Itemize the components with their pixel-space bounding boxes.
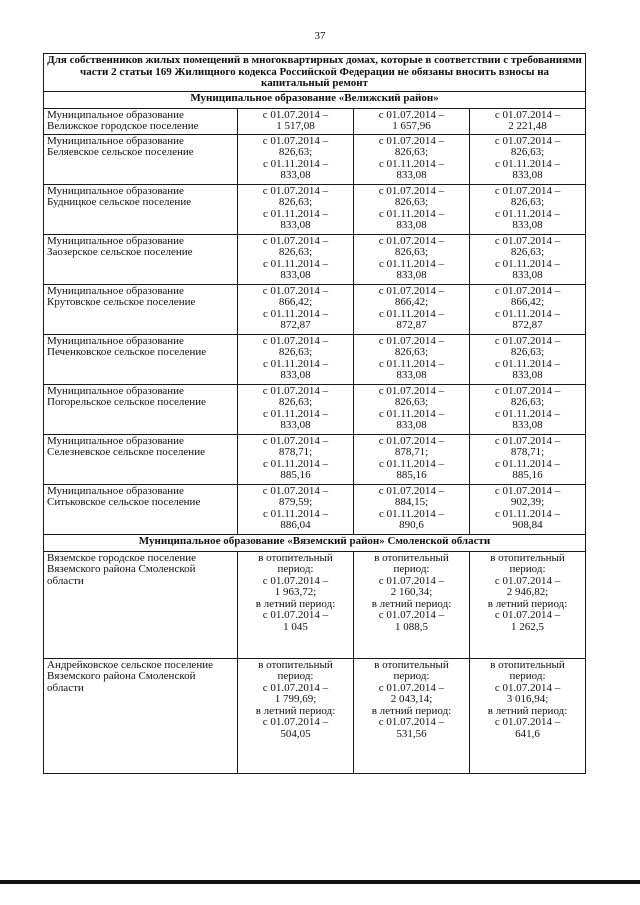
rate-line: с 01.11.2014 – — [379, 307, 444, 320]
rate-line: в летний период: — [255, 597, 336, 610]
rate-line: 826,63; — [510, 346, 545, 358]
rate-line: 826,63; — [510, 396, 545, 408]
rate-line: 872,87 — [396, 319, 427, 331]
rate-line: с 01.07.2014 – — [262, 484, 329, 497]
rate-line: период: — [393, 563, 430, 575]
rate-line: 826,63; — [394, 196, 429, 208]
rate-line: 833,08 — [396, 269, 427, 281]
rate-cell — [354, 184, 470, 234]
rate-line: 833,08 — [396, 369, 427, 381]
rate-line: с 01.07.2014 – — [378, 234, 445, 247]
rate-cell — [470, 551, 586, 658]
rate-cell — [238, 234, 354, 284]
section-row — [44, 534, 586, 551]
rate-line: 833,08 — [280, 169, 311, 181]
rate-line: с 01.11.2014 – — [495, 257, 560, 270]
municipality-name: Вяземское городское поселение Вяземского района Смоленской области — [44, 551, 238, 658]
rate-line: период: — [393, 670, 430, 682]
rate-line: 833,08 — [396, 419, 427, 431]
municipality-name: Муниципальное образование Беляевское сельское поселение — [44, 134, 238, 184]
rate-cell — [354, 384, 470, 434]
rate-line: 878,71; — [394, 446, 429, 458]
rate-line: с 01.11.2014 – — [263, 407, 328, 420]
rate-line: период: — [509, 563, 546, 575]
rate-line: 833,08 — [512, 169, 543, 181]
rate-line: 878,71; — [278, 446, 313, 458]
rate-line: 1 088,5 — [395, 620, 428, 633]
rate-line: в отопительный — [490, 551, 565, 564]
rate-cell — [238, 108, 354, 134]
rate-line: 826,63; — [510, 246, 545, 258]
rate-line: с 01.11.2014 – — [495, 157, 560, 170]
rate-line: с 01.07.2014 – — [494, 434, 561, 447]
rate-cell — [470, 234, 586, 284]
rate-line: с 01.07.2014 – — [494, 334, 561, 347]
rate-cell — [470, 184, 586, 234]
rate-line: с 01.11.2014 – — [379, 357, 444, 370]
rate-cell — [354, 434, 470, 484]
rate-line: 826,63; — [278, 196, 313, 208]
rate-cell — [470, 108, 586, 134]
rate-line: 886,04 — [280, 519, 311, 531]
rate-line: 1 045 — [283, 620, 308, 633]
rate-line: 866,42; — [510, 296, 545, 308]
rate-line: с 01.07.2014 – — [378, 681, 445, 694]
rate-line: 879,59; — [278, 496, 313, 508]
rate-line: с 01.07.2014 – — [262, 716, 329, 728]
rate-line: 1 657,96 — [392, 120, 431, 132]
table-row — [44, 484, 586, 534]
rate-line: с 01.07.2014 – — [494, 134, 561, 147]
rate-line: с 01.11.2014 – — [495, 207, 560, 220]
rate-line: 908,84 — [512, 519, 543, 531]
table-row — [44, 658, 586, 773]
table-row — [44, 334, 586, 384]
municipality-name: Муниципальное образование Печенковское сельское поселение — [44, 334, 238, 384]
rate-cell — [470, 484, 586, 534]
rate-line: в отопительный — [490, 658, 565, 671]
rate-cell — [354, 134, 470, 184]
rate-line: 2 221,48 — [508, 120, 547, 132]
section-row — [44, 91, 586, 108]
rate-line: с 01.07.2014 – — [262, 334, 329, 347]
rate-line: 833,08 — [280, 219, 311, 231]
municipality-name: Муниципальное образование Велижское городское поселение — [44, 108, 238, 134]
rate-line: с 01.07.2014 – — [494, 681, 561, 694]
rate-cell — [470, 334, 586, 384]
rate-line: 833,08 — [512, 269, 543, 281]
rate-line: с 01.11.2014 – — [379, 257, 444, 270]
rate-line: с 01.11.2014 – — [379, 507, 444, 520]
rate-line: в отопительный — [258, 658, 333, 671]
rate-line: в летний период: — [255, 704, 336, 717]
rate-line: с 01.07.2014 – — [378, 134, 445, 147]
table-row — [44, 384, 586, 434]
rate-cell — [238, 434, 354, 484]
table-header: Для собственников жилых помещений в многоквартирных домах, которые в соответствии с требованиями части 2 статьи 169 Жилищного кодекса Российской Федерации не обязаны вносить взносы на капитальный ремонт — [44, 54, 586, 92]
rate-line: с 01.11.2014 – — [263, 457, 328, 470]
rate-line: с 01.07.2014 – — [262, 384, 329, 397]
rate-line: с 01.11.2014 – — [263, 157, 328, 170]
rate-line: 826,63; — [394, 346, 429, 358]
rate-line: с 01.07.2014 – — [262, 681, 329, 694]
rate-line: с 01.11.2014 – — [379, 407, 444, 420]
table-row — [44, 108, 586, 134]
rate-line: период: — [277, 670, 314, 682]
rate-cell — [238, 284, 354, 334]
rate-line: с 01.11.2014 – — [379, 457, 444, 470]
rate-line: с 01.07.2014 – — [378, 574, 445, 587]
table-row — [44, 234, 586, 284]
rate-line: 826,63; — [278, 396, 313, 408]
rate-line: 833,08 — [280, 269, 311, 281]
rate-line: 504,05 — [280, 727, 311, 740]
rate-line: в отопительный — [374, 551, 449, 564]
rate-cell — [238, 184, 354, 234]
municipality-name: Муниципальное образование Погорельское сельское поселение — [44, 384, 238, 434]
rate-line: 885,16 — [512, 469, 543, 481]
rate-line: с 01.07.2014 – — [378, 384, 445, 397]
municipality-name: Андрейковское сельское поселение Вяземского района Смоленской области — [44, 658, 238, 773]
rate-cell — [354, 108, 470, 134]
rate-line: 833,08 — [512, 219, 543, 231]
rate-cell — [238, 384, 354, 434]
rate-line: с 01.07.2014 – — [262, 184, 329, 197]
rate-line: 826,63; — [278, 146, 313, 158]
rate-line: 833,08 — [396, 219, 427, 231]
municipality-name: Муниципальное образование Селезневское сельское поселение — [44, 434, 238, 484]
rate-line: с 01.07.2014 – — [262, 609, 329, 621]
rate-line: в летний период: — [487, 597, 568, 610]
rate-line: с 01.07.2014 – — [262, 134, 329, 147]
municipality-name: Муниципальное образование Крутовское сельское поселение — [44, 284, 238, 334]
rate-line: с 01.07.2014 – — [494, 384, 561, 397]
rate-line: 902,39; — [510, 496, 545, 508]
municipality-name: Муниципальное образование Ситьковское сельское поселение — [44, 484, 238, 534]
rate-line: 826,63; — [394, 246, 429, 258]
rate-cell — [354, 284, 470, 334]
rate-line: с 01.11.2014 – — [263, 507, 328, 520]
rate-line: период: — [509, 670, 546, 682]
rate-line: с 01.11.2014 – — [495, 307, 560, 320]
rate-line: 641,6 — [515, 727, 540, 740]
page-number: 37 — [314, 30, 326, 42]
table-row — [44, 184, 586, 234]
rate-line: с 01.11.2014 – — [263, 257, 328, 270]
rate-cell — [238, 551, 354, 658]
rate-line: 826,63; — [394, 396, 429, 408]
tariff-table — [43, 53, 586, 774]
rate-line: с 01.07.2014 – — [378, 609, 445, 621]
rate-line: 866,42; — [278, 296, 313, 308]
rate-line: с 01.07.2014 – — [494, 609, 561, 621]
rate-cell — [354, 658, 470, 773]
rate-line: с 01.11.2014 – — [263, 307, 328, 320]
rate-line: с 01.07.2014 – — [378, 716, 445, 728]
rate-line: 826,63; — [278, 246, 313, 258]
rate-line: с 01.07.2014 – — [494, 574, 561, 587]
rate-line: 833,08 — [512, 419, 543, 431]
table-row — [44, 134, 586, 184]
rate-line: с 01.11.2014 – — [379, 157, 444, 170]
rate-line: 531,56 — [396, 727, 427, 740]
footer-bar — [0, 880, 640, 884]
rate-line: 833,08 — [396, 169, 427, 181]
rate-cell — [470, 284, 586, 334]
rate-line: с 01.07.2014 – — [262, 234, 329, 247]
rate-line: 884,15; — [394, 496, 429, 508]
rate-line: с 01.11.2014 – — [379, 207, 444, 220]
rate-line: с 01.07.2014 – — [494, 108, 561, 121]
rate-cell — [354, 334, 470, 384]
rate-cell — [354, 234, 470, 284]
rate-line: 826,63; — [394, 146, 429, 158]
rate-cell — [470, 134, 586, 184]
rate-line: с 01.07.2014 – — [262, 574, 329, 587]
rate-line: период: — [277, 563, 314, 575]
rate-line: с 01.07.2014 – — [494, 184, 561, 197]
rate-line: 866,42; — [394, 296, 429, 308]
section-title: Муниципальное образование «Вяземский район» Смоленской области — [44, 534, 586, 551]
rate-line: с 01.07.2014 – — [262, 108, 329, 121]
rate-line: 833,08 — [512, 369, 543, 381]
rate-line: с 01.11.2014 – — [495, 457, 560, 470]
table-row — [44, 284, 586, 334]
rate-cell — [238, 134, 354, 184]
municipality-name: Муниципальное образование Будницкое сельское поселение — [44, 184, 238, 234]
rate-line: 826,63; — [510, 196, 545, 208]
rate-line: с 01.07.2014 – — [378, 434, 445, 447]
rate-line: 833,08 — [280, 369, 311, 381]
rate-cell — [238, 484, 354, 534]
rate-cell — [354, 484, 470, 534]
rate-line: в отопительный — [374, 658, 449, 671]
rate-cell — [238, 658, 354, 773]
rate-line: 885,16 — [396, 469, 427, 481]
table-header-row — [44, 54, 586, 92]
rate-line: с 01.07.2014 – — [494, 716, 561, 728]
rate-cell — [470, 658, 586, 773]
rate-line: 872,87 — [280, 319, 311, 331]
rate-cell — [470, 434, 586, 484]
rate-line: 3 016,94; — [506, 693, 549, 705]
table-row — [44, 551, 586, 658]
rate-line: с 01.07.2014 – — [494, 284, 561, 297]
rate-line: 872,87 — [512, 319, 543, 331]
rate-cell — [354, 551, 470, 658]
municipality-name: Муниципальное образование Заозерское сельское поселение — [44, 234, 238, 284]
rate-line: с 01.07.2014 – — [378, 284, 445, 297]
rate-line: с 01.07.2014 – — [378, 108, 445, 121]
rate-line: в отопительный — [258, 551, 333, 564]
rate-line: с 01.07.2014 – — [378, 334, 445, 347]
rate-cell — [238, 334, 354, 384]
section-title: Муниципальное образование «Велижский район» — [44, 91, 586, 108]
rate-line: 826,63; — [510, 146, 545, 158]
rate-line: 1 262,5 — [511, 620, 545, 633]
rate-line: 1 799,69; — [274, 693, 317, 705]
rate-line: с 01.07.2014 – — [262, 284, 329, 297]
rate-line: с 01.11.2014 – — [495, 407, 560, 420]
rate-line: с 01.07.2014 – — [494, 484, 561, 497]
rate-line: с 01.07.2014 – — [262, 434, 329, 447]
rate-line: с 01.11.2014 – — [263, 357, 328, 370]
rate-line: 2 160,34; — [390, 586, 433, 598]
rate-line: 1 963,72; — [274, 586, 317, 598]
rate-line: 2 946,82; — [506, 586, 549, 598]
rate-line: с 01.11.2014 – — [263, 207, 328, 220]
table-row — [44, 434, 586, 484]
rate-line: 1 517,08 — [276, 120, 315, 132]
rate-line: в летний период: — [371, 597, 452, 610]
rate-line: с 01.07.2014 – — [378, 184, 445, 197]
rate-line: 878,71; — [510, 446, 545, 458]
rate-line: с 01.07.2014 – — [378, 484, 445, 497]
rate-line: с 01.07.2014 – — [494, 234, 561, 247]
rate-line: в летний период: — [371, 704, 452, 717]
rate-line: 833,08 — [280, 419, 311, 431]
rate-line: 2 043,14; — [390, 693, 433, 705]
rate-line: 885,16 — [280, 469, 311, 481]
rate-line: 890,6 — [399, 519, 424, 531]
rate-line: с 01.11.2014 – — [495, 507, 560, 520]
rate-line: в летний период: — [487, 704, 568, 717]
rate-cell — [470, 384, 586, 434]
rate-line: с 01.11.2014 – — [495, 357, 560, 370]
rate-line: 826,63; — [278, 346, 313, 358]
